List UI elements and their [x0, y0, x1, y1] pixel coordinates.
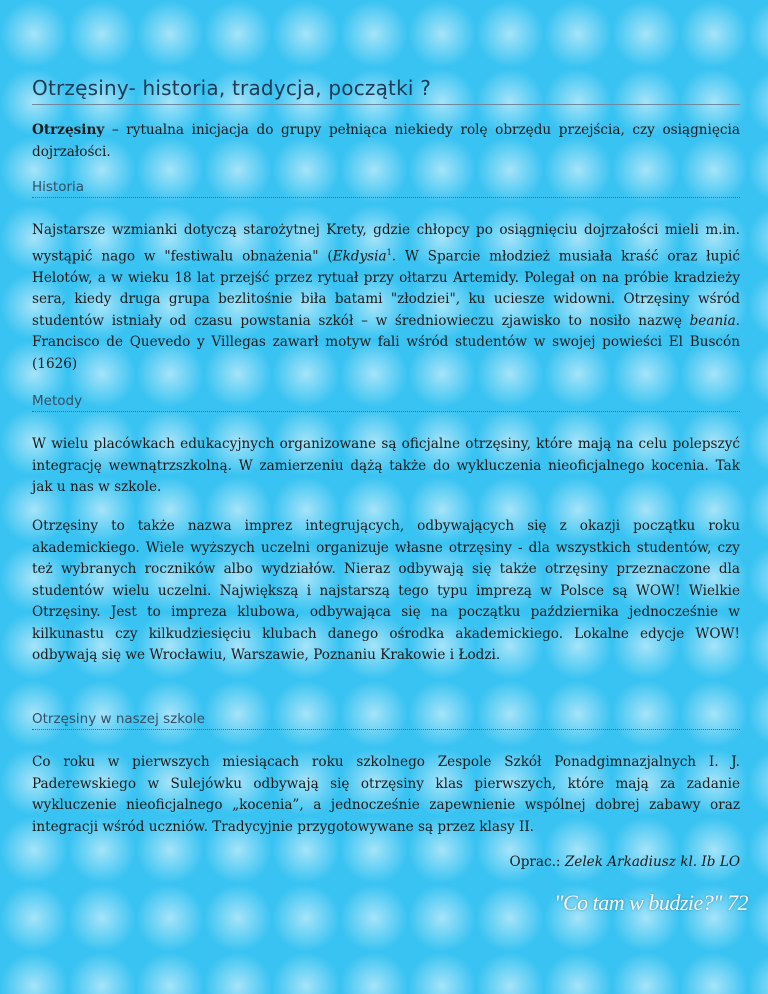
- historia-paragraph: [32, 220, 740, 375]
- historia-text-3: . Francisco de Quevedo y Villegas zawarł motyw fali wśród studentów w swojej powieści El Buscón (1626): [32, 312, 740, 372]
- section-heading-historia: Historia: [32, 179, 740, 198]
- metody-paragraph-1: W wielu placówkach edukacyjnych organizowane są oficjalne otrzęsiny, które mają na celu polepszyć integrację wewnątrzszkolną. W zamierzeniu dążą także do wykluczenia nieoficjalnego kocenia. Tak jak u nas w szkole.: [32, 436, 740, 495]
- metody-paragraph-2: Otrzęsiny to także nazwa imprez integrujących, odbywających się z okazji początku roku akademickiego. Wiele wyższych uczelni organizuje własne otrzęsiny - dla wszystkich studentów, czy też wybranych roczników albo wydziałów. Nieraz odbywają się także otrzęsiny przeznaczone dla studentów wielu uczelni. Największą i najstarszą tego typu imprezą w Polsce są WOW! Wielkie Otrzęsiny. Jest to impreza klubowa, odbywająca się na początku października jednocześnie w kilkunastu czy kilkudziesięciu klubach danego ośrodka akademickiego. Lokalne edycje WOW! odbywają się we Wrocławiu, Warszawie, Poznaniu Krakowie i Łodzi.: [32, 518, 740, 663]
- signature-author: Zelek Arkadiusz kl. Ib LO: [564, 854, 740, 870]
- signature: [510, 854, 740, 870]
- page-title: Otrzęsiny- historia, tradycja, początki ?: [32, 76, 740, 105]
- section-heading-szkola: Otrzęsiny w naszej szkole: [32, 711, 740, 730]
- footnote-marker: 1: [386, 247, 392, 257]
- beania-term: beania: [689, 312, 736, 329]
- historia-text-1: Najstarsze wzmianki dotyczą starożytnej Krety, gdzie chłopcy po osiągnięciu dojrzałości mieli m.in. wystąpić nago w "festiwalu obnażenia" (: [32, 222, 740, 265]
- historia-text-2: . W Sparcie młodzież musiała kraść oraz łupić Helotów, a w wieku 18 lat przejść przez rytuał przy ołtarzu Artemidy. Polegał on na próbie kradzieży sera, kiedy druga grupa bezlitośnie biła batami "złodziei", ku uciesze widowni. Otrzęsiny wśród studentów istniały od czasu powstania szkół – w średniowieczu zjawisko to nosiło nazwę: [32, 248, 740, 329]
- ekdysia-term: Ekdysia: [332, 248, 387, 265]
- intro-term: Otrzęsiny: [32, 122, 105, 138]
- signature-label: Oprac.:: [509, 854, 565, 870]
- intro-paragraph: [32, 120, 740, 163]
- issue-footer: "Co tam w budzie?" 72: [554, 890, 748, 915]
- intro-text: – rytualna inicjacja do grupy pełniąca niekiedy rolę obrzędu przejścia, czy osiągnięcia dojrzałości.: [32, 122, 740, 160]
- szkola-paragraph: Co roku w pierwszych miesiącach roku szkolnego Zespole Szkół Ponadgimnazjalnych I. J. Paderewskiego w Sulejówku odbywają się otrzęsiny klas pierwszych, które mają za zadanie wykluczenie nieoficjalnego „kocenia”, a jednocześnie zapewnienie wspólnej dobrej zabawy oraz integracji wśród uczniów. Tradycyjnie przygotowywane są przez klasy II.: [32, 754, 740, 835]
- section-heading-metody: Metody: [32, 393, 740, 412]
